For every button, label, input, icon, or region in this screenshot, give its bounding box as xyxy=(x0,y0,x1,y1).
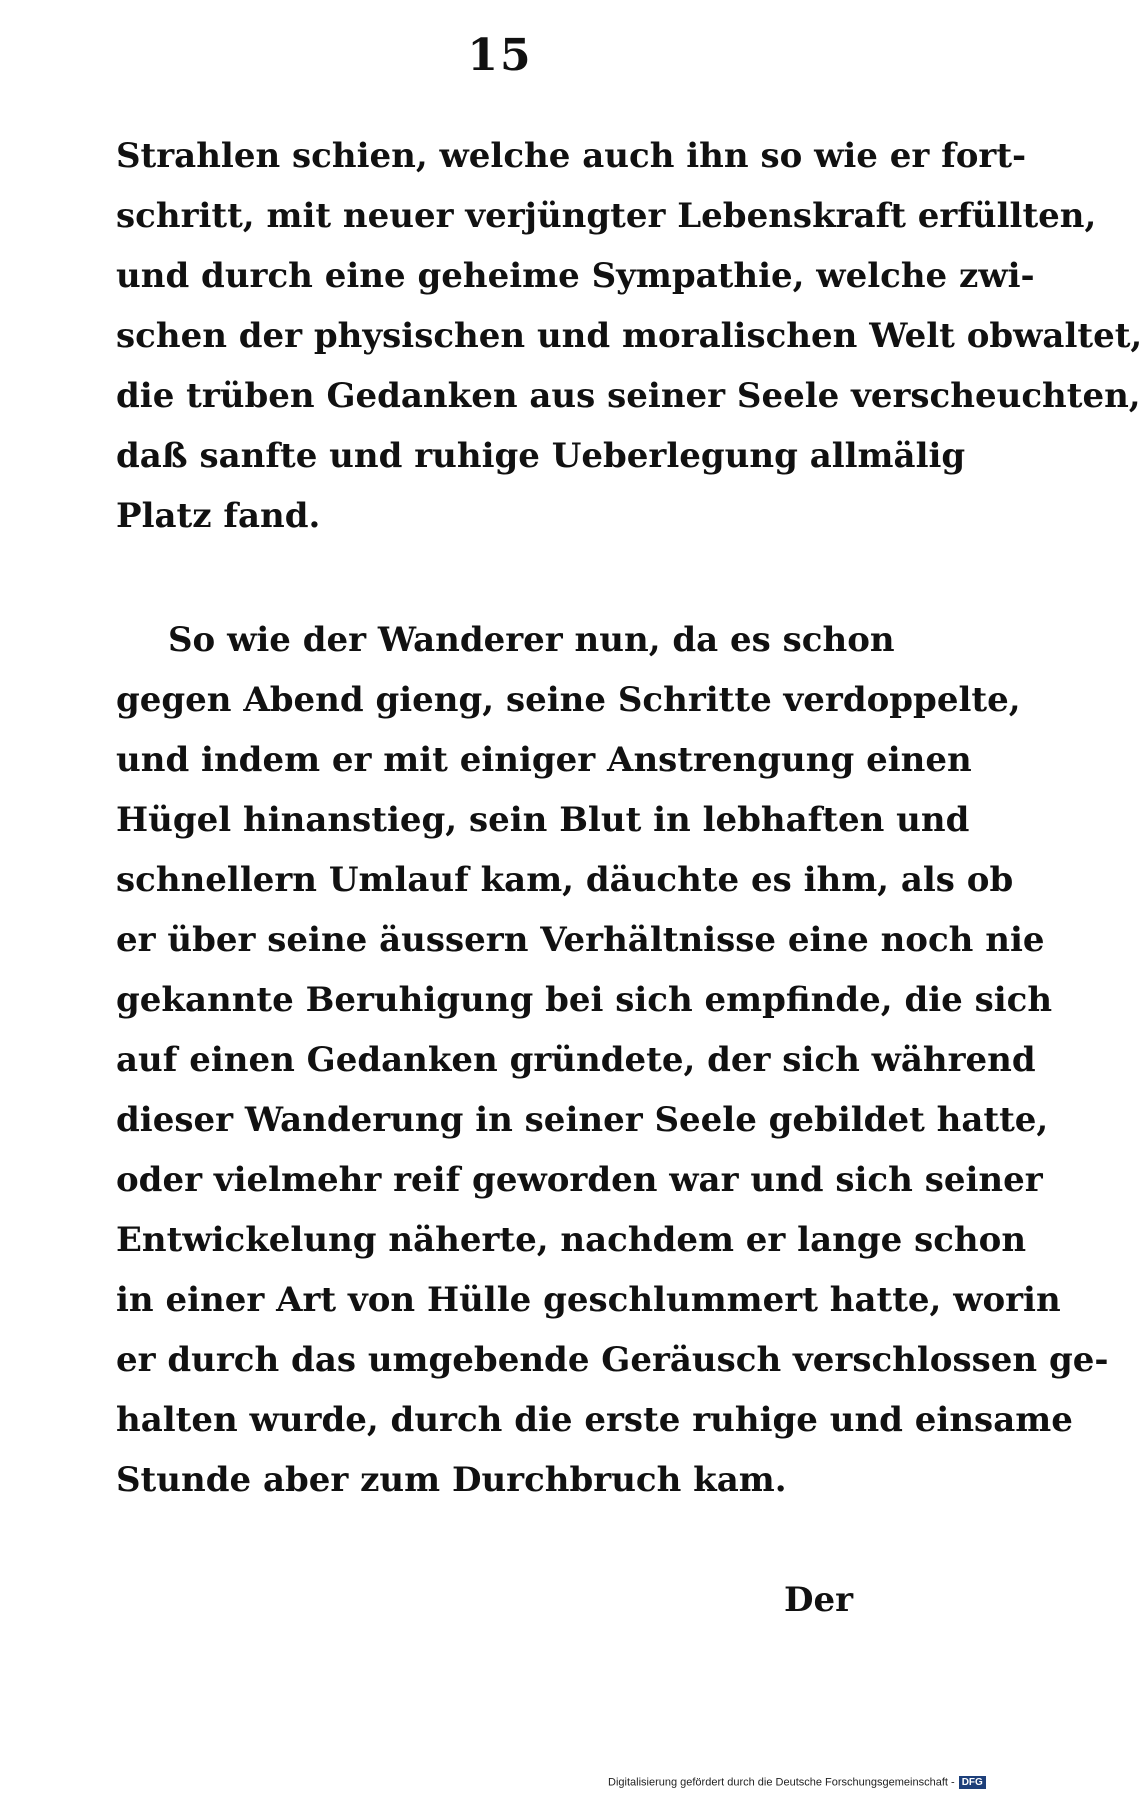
text-line: die trüben Gedanken aus seiner Seele verscheuchten, xyxy=(116,376,1141,416)
text-line: gekannte Beruhigung bei sich empfinde, die sich xyxy=(116,980,1053,1020)
text-line: schritt, mit neuer verjüngter Lebenskraft erfüllten, xyxy=(116,196,1097,236)
text-line: daß sanfte und ruhige Ueberlegung allmälig xyxy=(116,436,966,476)
text-line: Entwickelung näherte, nachdem er lange schon xyxy=(116,1220,1027,1260)
digitization-credit xyxy=(608,1776,986,1789)
paragraph-2 xyxy=(116,610,1109,1510)
text-line: So wie der Wanderer nun, da es schon xyxy=(168,620,895,660)
text-line: Strahlen schien, welche auch ihn so wie er fort- xyxy=(116,136,1027,176)
catchword: Der xyxy=(784,1580,854,1620)
text-line: schen der physischen und moralischen Welt obwaltet, xyxy=(116,316,1142,356)
text-line: er über seine äussern Verhältnisse eine noch nie xyxy=(116,920,1045,960)
text-line: schnellern Umlauf kam, däuchte es ihm, als ob xyxy=(116,860,1014,900)
text-line: oder vielmehr reif geworden war und sich seiner xyxy=(116,1160,1043,1200)
text-line: und indem er mit einiger Anstrengung einen xyxy=(116,740,972,780)
text-line: gegen Abend gieng, seine Schritte verdoppelte, xyxy=(116,680,1021,720)
text-line: Hügel hinanstieg, sein Blut in lebhaften und xyxy=(116,800,970,840)
page-number: 15 xyxy=(467,30,533,81)
text-line: dieser Wanderung in seiner Seele gebildet hatte, xyxy=(116,1100,1049,1140)
credit-text: Digitalisierung gefördert durch die Deutsche Forschungsgemeinschaft - xyxy=(608,1776,955,1789)
text-line: er durch das umgebende Geräusch verschlossen ge- xyxy=(116,1340,1109,1380)
dfg-logo: DFG xyxy=(959,1776,986,1789)
text-line: Platz fand. xyxy=(116,496,321,536)
text-line: halten wurde, durch die erste ruhige und einsame xyxy=(116,1400,1073,1440)
text-line: Stunde aber zum Durchbruch kam. xyxy=(116,1460,787,1500)
paragraph-1 xyxy=(116,126,1142,546)
text-line: und durch eine geheime Sympathie, welche zwi- xyxy=(116,256,1035,296)
text-line: in einer Art von Hülle geschlummert hatte, worin xyxy=(116,1280,1061,1320)
text-line: auf einen Gedanken gründete, der sich während xyxy=(116,1040,1036,1080)
